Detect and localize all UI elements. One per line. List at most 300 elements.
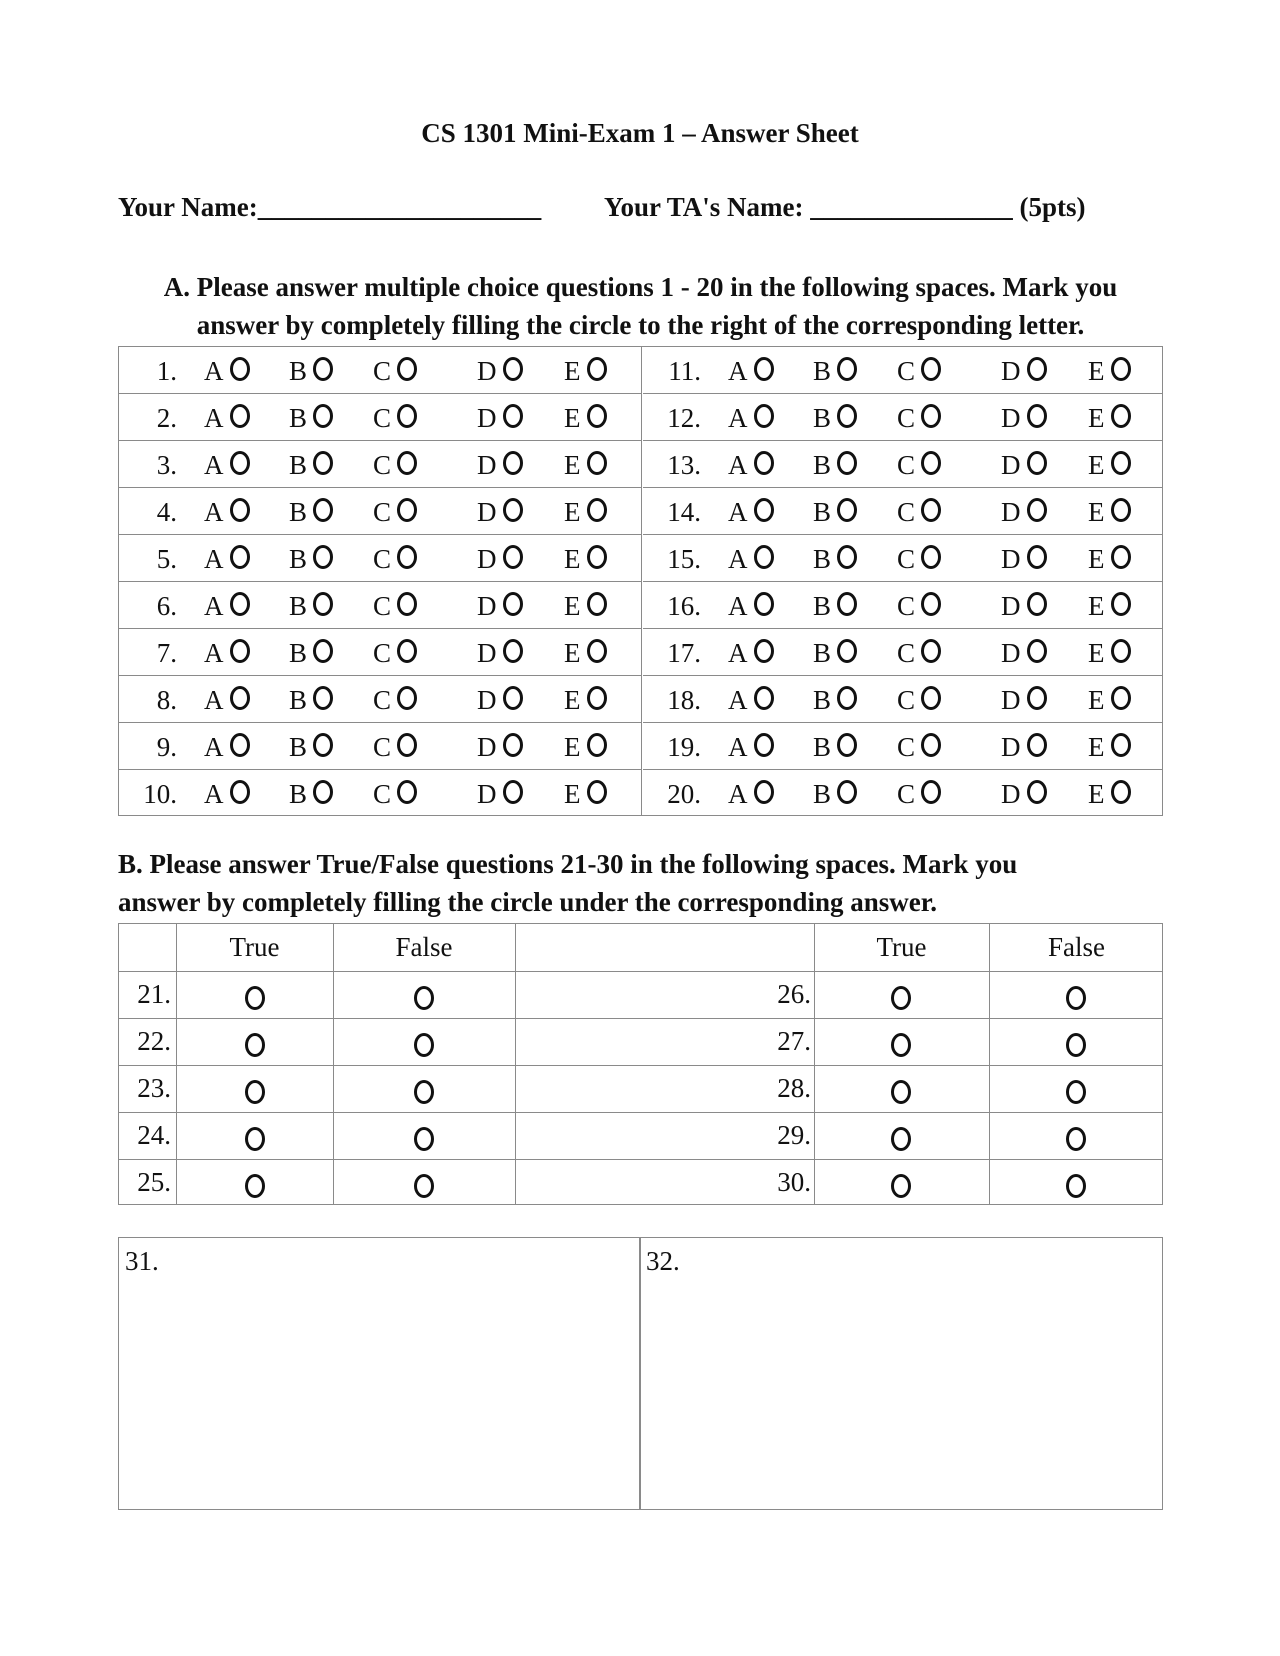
answer-box-32[interactable]	[639, 1237, 1163, 1510]
option-letter: B	[289, 779, 308, 809]
answer-bubble-icon[interactable]	[837, 545, 857, 569]
question-number: 29.	[777, 1120, 811, 1150]
option-letter: A	[204, 591, 224, 621]
answer-bubble-icon[interactable]	[1111, 639, 1131, 663]
option-letter: E	[1088, 685, 1105, 715]
answer-bubble-icon[interactable]	[1111, 451, 1131, 475]
option-a-11[interactable]	[728, 356, 774, 387]
option-b-11[interactable]	[813, 356, 857, 387]
option-letter: E	[564, 450, 581, 480]
false-bubble-icon[interactable]	[1066, 1127, 1086, 1151]
option-letter: E	[1088, 497, 1105, 527]
option-b-10[interactable]	[289, 779, 333, 810]
option-b-20[interactable]	[813, 779, 857, 810]
answer-bubble-icon[interactable]	[1027, 404, 1047, 428]
option-d-17[interactable]	[1001, 638, 1047, 669]
answer-bubble-icon[interactable]	[1027, 451, 1047, 475]
answer-bubble-icon[interactable]	[837, 498, 857, 522]
mc-row	[643, 535, 1162, 582]
answer-bubble-icon[interactable]	[313, 404, 333, 428]
option-a-16[interactable]	[728, 591, 774, 622]
option-d-8[interactable]	[477, 685, 523, 716]
option-letter: C	[897, 779, 916, 809]
option-b-13[interactable]	[813, 450, 857, 481]
option-letter: A	[728, 732, 748, 762]
answer-bubble-icon[interactable]	[230, 357, 250, 381]
option-d-7[interactable]	[477, 638, 523, 669]
option-b-18[interactable]	[813, 685, 857, 716]
answer-bubble-icon[interactable]	[1027, 780, 1047, 804]
answer-bubble-icon[interactable]	[397, 498, 417, 522]
option-d-19[interactable]	[1001, 732, 1047, 763]
answer-bubble-icon[interactable]	[1111, 733, 1131, 757]
answer-bubble-icon[interactable]	[1027, 592, 1047, 616]
answer-bubble-icon[interactable]	[503, 733, 523, 757]
option-a-19[interactable]	[728, 732, 774, 763]
answer-bubble-icon[interactable]	[587, 733, 607, 757]
option-letter: A	[728, 450, 748, 480]
option-d-14[interactable]	[1001, 497, 1047, 528]
answer-bubble-icon[interactable]	[754, 733, 774, 757]
option-c-18[interactable]	[897, 685, 941, 716]
true-bubble-icon[interactable]	[245, 986, 265, 1010]
true-bubble-icon[interactable]	[245, 1174, 265, 1198]
your-name-field[interactable]: Your Name:_____________________	[118, 192, 542, 222]
option-c-4[interactable]	[373, 497, 417, 528]
answer-bubble-icon[interactable]	[313, 780, 333, 804]
option-b-12[interactable]	[813, 403, 857, 434]
option-e-10[interactable]	[564, 779, 607, 810]
option-b-1[interactable]	[289, 356, 333, 387]
option-b-14[interactable]	[813, 497, 857, 528]
answer-bubble-icon[interactable]	[503, 357, 523, 381]
option-d-11[interactable]	[1001, 356, 1047, 387]
option-e-20[interactable]	[1088, 779, 1131, 810]
ta-name-field[interactable]: Your TA's Name: _______________ (5pts)	[604, 192, 1086, 222]
answer-bubble-icon[interactable]	[313, 498, 333, 522]
section-a-instructions-line1: A. Please answer multiple choice questions 1 - 20 in the following spaces. Mark you	[163, 272, 1118, 302]
false-bubble-icon[interactable]	[1066, 1174, 1086, 1198]
answer-bubble-icon[interactable]	[503, 639, 523, 663]
answer-bubble-icon[interactable]	[230, 404, 250, 428]
option-e-11[interactable]	[1088, 356, 1131, 387]
answer-bubble-icon[interactable]	[313, 686, 333, 710]
option-a-3[interactable]	[204, 450, 250, 481]
option-b-5[interactable]	[289, 544, 333, 575]
answer-bubble-icon[interactable]	[230, 451, 250, 475]
option-d-9[interactable]	[477, 732, 523, 763]
question-number: 24.	[137, 1120, 171, 1150]
option-d-3[interactable]	[477, 450, 523, 481]
option-b-16[interactable]	[813, 591, 857, 622]
option-letter: B	[813, 638, 832, 668]
option-b-2[interactable]	[289, 403, 333, 434]
option-c-20[interactable]	[897, 779, 941, 810]
option-e-4[interactable]	[564, 497, 607, 528]
option-letter: C	[373, 591, 392, 621]
mc-row	[643, 488, 1162, 535]
option-d-15[interactable]	[1001, 544, 1047, 575]
answer-bubble-icon[interactable]	[1111, 545, 1131, 569]
mc-row	[119, 629, 641, 676]
option-letter: A	[728, 356, 748, 386]
false-header: False	[1048, 932, 1105, 962]
table-divider	[989, 924, 990, 1204]
answer-bubble-icon[interactable]	[313, 451, 333, 475]
answer-bubble-icon[interactable]	[230, 545, 250, 569]
option-d-18[interactable]	[1001, 685, 1047, 716]
option-e-8[interactable]	[564, 685, 607, 716]
answer-bubble-icon[interactable]	[587, 639, 607, 663]
mc-row	[119, 347, 641, 394]
option-d-6[interactable]	[477, 591, 523, 622]
false-header: False	[395, 932, 453, 962]
option-letter: E	[1088, 403, 1105, 433]
answer-bubble-icon[interactable]	[503, 780, 523, 804]
answer-bubble-icon[interactable]	[754, 357, 774, 381]
false-bubble-icon[interactable]	[1066, 1033, 1086, 1057]
option-e-3[interactable]	[564, 450, 607, 481]
option-letter: C	[373, 497, 392, 527]
mc-row	[119, 488, 641, 535]
section-b-instructions	[118, 845, 1178, 921]
option-a-8[interactable]	[204, 685, 250, 716]
option-d-1[interactable]	[477, 356, 523, 387]
table-divider	[119, 1159, 1162, 1160]
option-a-14[interactable]	[728, 497, 774, 528]
answer-bubble-icon[interactable]	[230, 686, 250, 710]
answer-bubble-icon[interactable]	[397, 733, 417, 757]
option-letter: D	[1001, 403, 1021, 433]
mc-column-left	[119, 347, 642, 815]
answer-bubble-icon[interactable]	[754, 780, 774, 804]
answer-bubble-icon[interactable]	[503, 451, 523, 475]
option-e-12[interactable]	[1088, 403, 1131, 434]
option-letter: B	[813, 497, 832, 527]
answer-bubble-icon[interactable]	[1111, 592, 1131, 616]
answer-bubble-icon[interactable]	[921, 780, 941, 804]
option-letter: A	[728, 544, 748, 574]
answer-bubble-icon[interactable]	[1111, 780, 1131, 804]
option-a-20[interactable]	[728, 779, 774, 810]
answer-bubble-icon[interactable]	[313, 733, 333, 757]
option-b-4[interactable]	[289, 497, 333, 528]
answer-bubble-icon[interactable]	[230, 592, 250, 616]
option-c-14[interactable]	[897, 497, 941, 528]
answer-bubble-icon[interactable]	[230, 639, 250, 663]
answer-bubble-icon[interactable]	[754, 451, 774, 475]
option-d-20[interactable]	[1001, 779, 1047, 810]
true-header: True	[229, 932, 280, 962]
answer-bubble-icon[interactable]	[397, 686, 417, 710]
option-b-7[interactable]	[289, 638, 333, 669]
option-a-2[interactable]	[204, 403, 250, 434]
true-bubble-icon[interactable]	[245, 1080, 265, 1104]
answer-bubble-icon[interactable]	[1027, 639, 1047, 663]
question-number: 6.	[156, 591, 177, 621]
answer-bubble-icon[interactable]	[313, 592, 333, 616]
option-d-12[interactable]	[1001, 403, 1047, 434]
option-b-19[interactable]	[813, 732, 857, 763]
option-letter: D	[477, 403, 497, 433]
answer-bubble-icon[interactable]	[921, 357, 941, 381]
answer-bubble-icon[interactable]	[754, 686, 774, 710]
option-letter: C	[373, 638, 392, 668]
answer-bubble-icon[interactable]	[754, 592, 774, 616]
answer-bubble-icon[interactable]	[837, 451, 857, 475]
false-bubble-icon[interactable]	[414, 1033, 434, 1057]
mc-row	[643, 582, 1162, 629]
answer-bubble-icon[interactable]	[587, 686, 607, 710]
answer-bubble-icon[interactable]	[587, 545, 607, 569]
question-number: 25.	[137, 1167, 171, 1197]
answer-bubble-icon[interactable]	[754, 639, 774, 663]
option-a-7[interactable]	[204, 638, 250, 669]
answer-bubble-icon[interactable]	[230, 733, 250, 757]
false-bubble-icon[interactable]	[414, 1174, 434, 1198]
answer-bubble-icon[interactable]	[921, 686, 941, 710]
option-letter: D	[477, 497, 497, 527]
true-bubble-icon[interactable]	[891, 1080, 911, 1104]
table-divider	[814, 924, 815, 1204]
option-c-13[interactable]	[897, 450, 941, 481]
option-d-10[interactable]	[477, 779, 523, 810]
answer-bubble-icon[interactable]	[397, 357, 417, 381]
option-b-3[interactable]	[289, 450, 333, 481]
option-c-17[interactable]	[897, 638, 941, 669]
answer-bubble-icon[interactable]	[313, 357, 333, 381]
answer-bubble-icon[interactable]	[837, 780, 857, 804]
option-e-15[interactable]	[1088, 544, 1131, 575]
option-letter: D	[1001, 450, 1021, 480]
question-number: 7.	[156, 638, 177, 668]
answer-bubble-icon[interactable]	[230, 780, 250, 804]
option-e-19[interactable]	[1088, 732, 1131, 763]
answer-bubble-icon[interactable]	[587, 357, 607, 381]
option-e-6[interactable]	[564, 591, 607, 622]
option-letter: E	[1088, 450, 1105, 480]
mc-column-right	[643, 347, 1162, 815]
option-letter: E	[1088, 638, 1105, 668]
option-a-17[interactable]	[728, 638, 774, 669]
option-letter: E	[564, 591, 581, 621]
false-bubble-icon[interactable]	[414, 986, 434, 1010]
option-b-17[interactable]	[813, 638, 857, 669]
option-d-5[interactable]	[477, 544, 523, 575]
answer-bubble-icon[interactable]	[837, 733, 857, 757]
answer-bubble-icon[interactable]	[397, 780, 417, 804]
answer-bubble-icon[interactable]	[921, 545, 941, 569]
option-letter: B	[813, 591, 832, 621]
option-letter: A	[728, 403, 748, 433]
answer-bubble-icon[interactable]	[754, 498, 774, 522]
answer-bubble-icon[interactable]	[503, 686, 523, 710]
answer-bubble-icon[interactable]	[921, 498, 941, 522]
option-c-5[interactable]	[373, 544, 417, 575]
answer-bubble-icon[interactable]	[397, 404, 417, 428]
option-letter: B	[813, 732, 832, 762]
answer-bubble-icon[interactable]	[503, 498, 523, 522]
answer-bubble-icon[interactable]	[1027, 545, 1047, 569]
option-c-1[interactable]	[373, 356, 417, 387]
option-c-11[interactable]	[897, 356, 941, 387]
option-b-8[interactable]	[289, 685, 333, 716]
false-bubble-icon[interactable]	[1066, 986, 1086, 1010]
answer-bubble-icon[interactable]	[587, 451, 607, 475]
option-e-16[interactable]	[1088, 591, 1131, 622]
option-c-8[interactable]	[373, 685, 417, 716]
option-c-12[interactable]	[897, 403, 941, 434]
option-letter: A	[728, 591, 748, 621]
option-e-1[interactable]	[564, 356, 607, 387]
option-e-17[interactable]	[1088, 638, 1131, 669]
option-a-10[interactable]	[204, 779, 250, 810]
answer-bubble-icon[interactable]	[1027, 733, 1047, 757]
option-e-5[interactable]	[564, 544, 607, 575]
option-letter: A	[204, 732, 224, 762]
mc-row	[119, 441, 641, 488]
answer-bubble-icon[interactable]	[1027, 498, 1047, 522]
option-d-13[interactable]	[1001, 450, 1047, 481]
option-letter: A	[204, 450, 224, 480]
answer-bubble-icon[interactable]	[503, 404, 523, 428]
option-c-6[interactable]	[373, 591, 417, 622]
option-letter: C	[373, 732, 392, 762]
option-letter: C	[373, 544, 392, 574]
question-number: 3.	[156, 450, 177, 480]
question-number: 12.	[667, 403, 701, 433]
option-letter: E	[564, 732, 581, 762]
option-c-2[interactable]	[373, 403, 417, 434]
answer-bubble-icon[interactable]	[837, 686, 857, 710]
option-letter: D	[1001, 544, 1021, 574]
option-a-13[interactable]	[728, 450, 774, 481]
answer-bubble-icon[interactable]	[921, 592, 941, 616]
option-c-10[interactable]	[373, 779, 417, 810]
false-bubble-icon[interactable]	[414, 1080, 434, 1104]
table-divider	[119, 971, 1162, 972]
section-b-instructions-line1: B. Please answer True/False questions 21-30 in the following spaces. Mark you	[118, 849, 1018, 879]
answer-bubble-icon[interactable]	[1027, 686, 1047, 710]
question-number: 15.	[667, 544, 701, 574]
option-c-16[interactable]	[897, 591, 941, 622]
option-letter: D	[1001, 638, 1021, 668]
option-a-4[interactable]	[204, 497, 250, 528]
answer-bubble-icon[interactable]	[397, 545, 417, 569]
option-c-3[interactable]	[373, 450, 417, 481]
question-number: 18.	[667, 685, 701, 715]
option-e-14[interactable]	[1088, 497, 1131, 528]
true-bubble-icon[interactable]	[891, 986, 911, 1010]
option-e-2[interactable]	[564, 403, 607, 434]
answer-bubble-icon[interactable]	[837, 592, 857, 616]
option-letter: C	[897, 544, 916, 574]
answer-bubble-icon[interactable]	[921, 451, 941, 475]
option-e-9[interactable]	[564, 732, 607, 763]
answer-bubble-icon[interactable]	[1111, 686, 1131, 710]
option-a-12[interactable]	[728, 403, 774, 434]
mc-row	[119, 676, 641, 723]
answer-bubble-icon[interactable]	[1111, 498, 1131, 522]
true-bubble-icon[interactable]	[245, 1127, 265, 1151]
answer-bubble-icon[interactable]	[587, 498, 607, 522]
option-c-7[interactable]	[373, 638, 417, 669]
answer-bubble-icon[interactable]	[587, 404, 607, 428]
option-a-18[interactable]	[728, 685, 774, 716]
question-number: 26.	[777, 979, 811, 1009]
option-a-5[interactable]	[204, 544, 250, 575]
answer-bubble-icon[interactable]	[587, 592, 607, 616]
question-number: 27.	[777, 1026, 811, 1056]
answer-bubble-icon[interactable]	[503, 592, 523, 616]
option-d-2[interactable]	[477, 403, 523, 434]
option-a-15[interactable]	[728, 544, 774, 575]
answer-bubble-icon[interactable]	[837, 404, 857, 428]
answer-bubble-icon[interactable]	[754, 404, 774, 428]
option-c-9[interactable]	[373, 732, 417, 763]
answer-bubble-icon[interactable]	[230, 498, 250, 522]
answer-bubble-icon[interactable]	[921, 733, 941, 757]
answer-bubble-icon[interactable]	[313, 639, 333, 663]
true-bubble-icon[interactable]	[245, 1033, 265, 1057]
answer-bubble-icon[interactable]	[1027, 357, 1047, 381]
option-letter: C	[897, 356, 916, 386]
answer-bubble-icon[interactable]	[397, 639, 417, 663]
answer-box-31[interactable]	[118, 1237, 641, 1510]
answer-bubble-icon[interactable]	[587, 780, 607, 804]
mc-row	[643, 441, 1162, 488]
answer-bubble-icon[interactable]	[313, 545, 333, 569]
option-b-9[interactable]	[289, 732, 333, 763]
mc-row	[643, 676, 1162, 723]
option-e-13[interactable]	[1088, 450, 1131, 481]
true-bubble-icon[interactable]	[891, 1174, 911, 1198]
answer-bubble-icon[interactable]	[1111, 404, 1131, 428]
option-e-18[interactable]	[1088, 685, 1131, 716]
answer-bubble-icon[interactable]	[837, 357, 857, 381]
mc-row	[643, 629, 1162, 676]
false-bubble-icon[interactable]	[1066, 1080, 1086, 1104]
true-bubble-icon[interactable]	[891, 1033, 911, 1057]
option-d-16[interactable]	[1001, 591, 1047, 622]
answer-bubble-icon[interactable]	[921, 639, 941, 663]
option-letter: E	[1088, 591, 1105, 621]
option-c-19[interactable]	[897, 732, 941, 763]
option-a-9[interactable]	[204, 732, 250, 763]
option-a-6[interactable]	[204, 591, 250, 622]
option-b-15[interactable]	[813, 544, 857, 575]
answer-bubble-icon[interactable]	[837, 639, 857, 663]
mc-row	[643, 770, 1162, 817]
answer-bubble-icon[interactable]	[754, 545, 774, 569]
option-d-4[interactable]	[477, 497, 523, 528]
option-letter: B	[289, 356, 308, 386]
answer-bubble-icon[interactable]	[1111, 357, 1131, 381]
false-bubble-icon[interactable]	[414, 1127, 434, 1151]
option-letter: A	[728, 685, 748, 715]
answer-bubble-icon[interactable]	[503, 545, 523, 569]
true-bubble-icon[interactable]	[891, 1127, 911, 1151]
answer-bubble-icon[interactable]	[921, 404, 941, 428]
option-a-1[interactable]	[204, 356, 250, 387]
option-letter: A	[204, 356, 224, 386]
option-letter: B	[813, 779, 832, 809]
answer-bubble-icon[interactable]	[397, 592, 417, 616]
option-c-15[interactable]	[897, 544, 941, 575]
option-e-7[interactable]	[564, 638, 607, 669]
option-b-6[interactable]	[289, 591, 333, 622]
answer-bubble-icon[interactable]	[397, 451, 417, 475]
